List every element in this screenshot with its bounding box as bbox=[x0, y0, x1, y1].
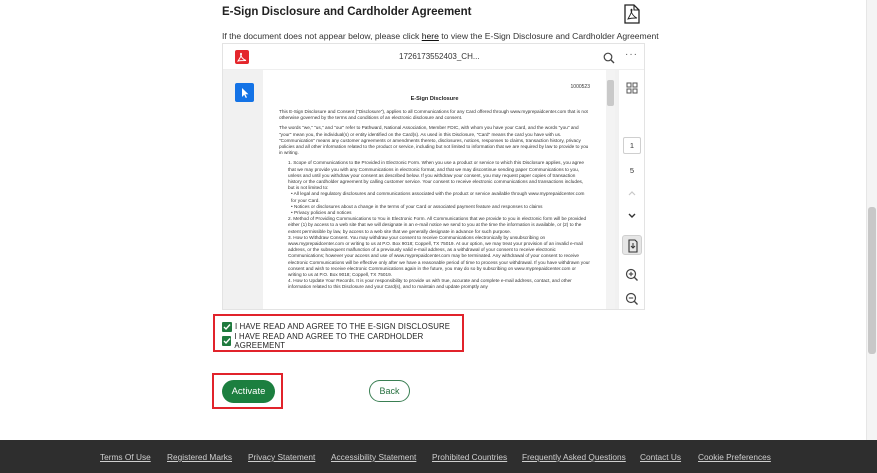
select-tool-icon[interactable] bbox=[235, 83, 254, 102]
activate-button[interactable]: Activate bbox=[222, 380, 275, 403]
document-bullet: • All legal and regulatory disclosures and communications associated with the product or service available through www.myprepaidcenter.com for your Card. bbox=[291, 191, 585, 203]
viewer-toolbar bbox=[223, 44, 644, 70]
agreement-checkboxes-group bbox=[213, 314, 464, 352]
intro-text bbox=[222, 31, 659, 41]
footer-link-registered-marks[interactable]: Registered Marks bbox=[167, 452, 233, 462]
document-list-item: 2. Method of Providing Communications to You in Electronic Form. All Communications that we provide to you in electronic form will be provided either (1) by access to a web site that we will designate in an e-mail notice we send to you at the time the information is available, or (2) to the extent permissible by law, by access to a web site that we generally designate in advance for such purpose. bbox=[288, 216, 587, 234]
document-heading: E-Sign Disclosure bbox=[410, 96, 459, 102]
footer bbox=[0, 440, 877, 473]
footer-link-prohibited-countries[interactable]: Prohibited Countries bbox=[432, 452, 508, 462]
chevron-down-icon[interactable] bbox=[622, 205, 642, 225]
document-list-item: 1. Scope of Communications to Be Provided in Electronic Form. When you use a product or service to which this Disclosure applies, you agree that we may provide you with any Communications in electronic format, and that we may discontinue sending paper Communications to you, unless and until you withdraw your consent as described below. If you withdraw your consent, you may request paper copies of transaction history or the cardholder agreement by calling customer service. Your consent to receive electronic communications and transactions includes, but is not limited to: bbox=[288, 160, 584, 191]
document-scrollbar[interactable] bbox=[606, 70, 615, 310]
document-paragraph: The words "we," "us," and "our" refer to Pathward, National Association, Member FDIC, with whom you have your Card, and the words "you" and "your" mean you, the individual(s) or entity identified on the Card(s). As used in this Disclosure, "Card" means the card you have with us. "Communication" means any customer agreements or amendments thereto, disclosures, notices, responses to claims, transaction history, privacy policies and all other information related to the product or service, including but not limited to information that we are required by law to provide to you in writing. bbox=[279, 125, 589, 156]
document-link[interactable]: here bbox=[421, 31, 439, 41]
pdf-viewer bbox=[222, 43, 645, 310]
more-options-icon[interactable]: ··· bbox=[625, 49, 638, 60]
esign-agreement-row[interactable] bbox=[222, 321, 450, 332]
current-page-input[interactable]: 1 bbox=[623, 137, 641, 154]
footer-link-terms-of-use[interactable]: Terms Of Use bbox=[100, 452, 151, 462]
page-scrollbar-thumb[interactable] bbox=[868, 207, 876, 354]
footer-link-privacy-statement[interactable]: Privacy Statement bbox=[248, 452, 316, 462]
footer-link-accessibility-statement[interactable]: Accessibility Statement bbox=[331, 452, 417, 462]
zoom-in-icon[interactable] bbox=[622, 265, 642, 285]
page-fit-icon[interactable] bbox=[622, 235, 642, 255]
cardholder-checkbox-label[interactable]: I HAVE READ AND AGREE TO THE CARDHOLDER AGREEMENT bbox=[234, 331, 424, 350]
esign-checkbox-label[interactable]: I HAVE READ AND AGREE TO THE E-SIGN DISCLOSURE bbox=[235, 322, 451, 331]
page-title: E-Sign Disclosure and Cardholder Agreement bbox=[222, 6, 472, 18]
intro-prefix: If the document does not appear below, please click bbox=[222, 31, 420, 41]
document-bullet: • Notices or disclosures about a change in the terms of your Card or associated payment feature and responses to claims bbox=[291, 203, 543, 209]
intro-suffix: to view the E-Sign Disclosure and Cardholder Agreement bbox=[441, 31, 659, 41]
thumbnails-icon[interactable] bbox=[622, 78, 642, 98]
search-icon[interactable] bbox=[603, 51, 615, 63]
pdf-download-icon[interactable] bbox=[624, 4, 640, 24]
cardholder-checkbox[interactable] bbox=[222, 336, 231, 346]
document-paragraph: This E-Sign Disclosure and Consent ("Disclosure"), applies to all Communications for any Card offered through www.myprepaidcenter.com that is not otherwise governed by the terms and conditions of an electronic disclosure and consent. bbox=[279, 109, 588, 121]
viewer-body bbox=[223, 70, 618, 310]
esign-checkbox[interactable] bbox=[222, 322, 232, 332]
document-page bbox=[263, 70, 606, 310]
document-list-item: 3. How to Withdraw Consent. You may withdraw your consent to receive Communications electronically by unsubscribing on www.myprepaidcenter.com or writing to us at P.O. Box 9018; Coppell, TX 75019. At our option, we may treat your provision of an invalid e-mail address, or the subsequent malfunction of a previously valid e-mail address, as a withdrawal of your consent to receive electronic Communications; however your access and use of www.myprepaidcenter.com may be terminated. Any withdrawal of your consent to receive electronic Communications will be effective only after we have a reasonable period of time to process your withdrawal. If you have withdrawn your consent and wish to receive electronic Communications again in the future, you may do so by subscribing on www.myprepaidcenter.com or writing to us at P.O. Box 9018; Coppell, TX 75019. bbox=[288, 234, 590, 278]
viewer-side-rail bbox=[618, 70, 645, 310]
document-id: 1000523 bbox=[570, 84, 590, 90]
chevron-up-icon[interactable] bbox=[622, 183, 642, 203]
footer-link-contact-us[interactable]: Contact Us bbox=[640, 452, 682, 462]
zoom-out-icon[interactable] bbox=[622, 289, 642, 309]
footer-link-cookie-preferences[interactable]: Cookie Preferences bbox=[698, 452, 771, 462]
total-pages: 5 bbox=[629, 166, 635, 175]
document-bullet: • Privacy policies and notices bbox=[291, 210, 352, 216]
file-name: 1726173552403_CH... bbox=[399, 52, 480, 61]
back-button[interactable]: Back bbox=[369, 380, 410, 402]
cardholder-agreement-row[interactable] bbox=[222, 331, 462, 350]
adobe-pdf-icon bbox=[235, 50, 249, 64]
document-list-item: 4. How to Update Your Records. It is your responsibility to provide us with true, accurate and complete e-mail address, contact, and other information related to this Disclosure and your Card(s), and to maintain and update promptly any bbox=[288, 278, 572, 290]
document-scrollbar-thumb[interactable] bbox=[607, 80, 614, 106]
footer-link-faq[interactable]: Frequently Asked Questions bbox=[522, 452, 626, 462]
